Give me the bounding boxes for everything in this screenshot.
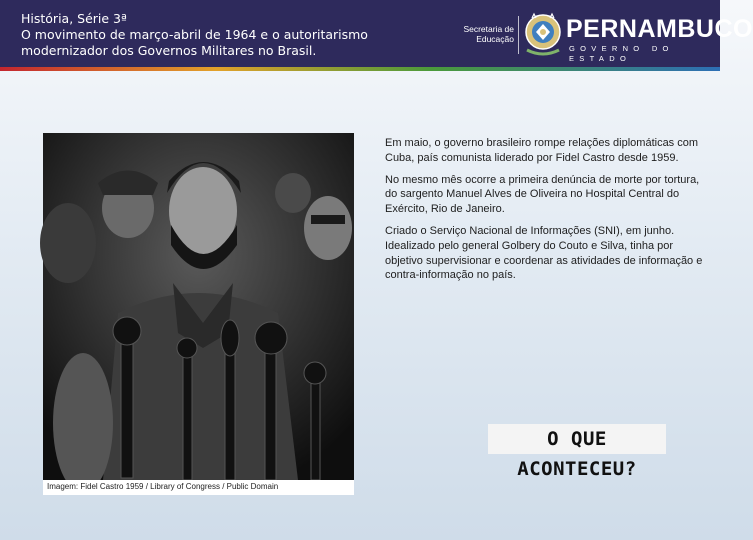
title-line-1: História, Série 3ª (21, 11, 127, 26)
historical-photo (43, 133, 354, 480)
content-text (385, 136, 703, 290)
logo-divider (518, 16, 519, 54)
brand-name: PERNAMBUCO (566, 15, 753, 43)
slide-title (21, 11, 441, 59)
photo-illustration (43, 133, 354, 480)
title-line-2: O movimento de março-abril de 1964 e o autoritarismo (21, 27, 368, 42)
photo-caption: Imagem: Fidel Castro 1959 / Library of Congress / Public Domain (43, 480, 354, 495)
state-crest-icon (522, 12, 564, 56)
what-happened-badge (488, 424, 666, 480)
header-bar (0, 0, 753, 67)
header-color-stripe (0, 67, 720, 71)
secretaria-line-2: Educação (476, 34, 514, 44)
title-line-3: modernizador dos Governos Militares no Brasil. (21, 43, 317, 58)
paragraph-sni-creation: Criado o Serviço Nacional de Informações (SNI), em junho. Idealizado pelo general Golbery do Couto e Silva, tinha por objetivo supervisionar e coordenar as atividades de informação e contra-informação no país. (385, 224, 703, 282)
paragraph-diplomatic-break: Em maio, o governo brasileiro rompe relações diplomáticas com Cuba, país comunista liderado por Fidel Castro desde 1959. (385, 137, 699, 164)
brand-subtitle: GOVERNO DO ESTADO (569, 44, 674, 63)
secretaria-line-1: Secretaria de (463, 24, 514, 34)
badge-text: O QUE ACONTECEU? (517, 428, 637, 480)
paragraph-torture-report: No mesmo mês ocorre a primeira denúncia de morte por tortura, do sargento Manuel Alves de Oliveira no Hospital Central do Exército, Rio de Janeiro. (385, 173, 700, 216)
secretaria-label (456, 24, 514, 44)
